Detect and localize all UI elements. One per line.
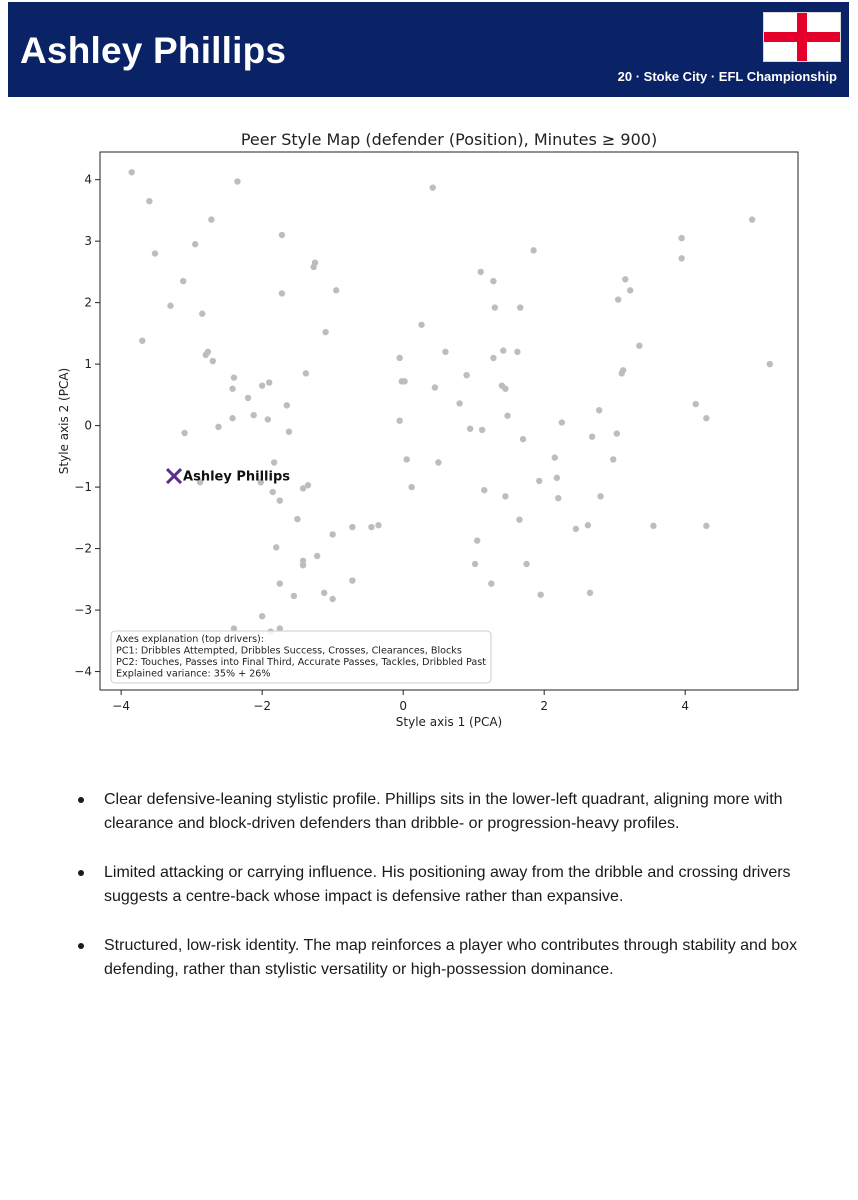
scatter-point — [474, 537, 480, 543]
scatter-point — [277, 497, 283, 503]
scatter-point — [215, 424, 221, 430]
scatter-point — [492, 304, 498, 310]
scatter-point — [435, 459, 441, 465]
highlighted-player — [167, 469, 290, 485]
scatter-point — [500, 347, 506, 353]
scatter-point — [418, 322, 424, 328]
scatter-point — [478, 269, 484, 275]
x-tick-label: −4 — [112, 699, 131, 713]
scatter-point — [749, 216, 755, 222]
x-tick-label: 4 — [681, 699, 690, 713]
scatter-point — [767, 361, 773, 367]
scatter-point — [650, 523, 656, 529]
scatter-point — [554, 475, 560, 481]
bullet-item: Structured, low-risk identity. The map reinforces a player who contributes through stability and box defending, rather than stylistic versatility or high-possession dominance. — [76, 934, 816, 982]
scatter-point — [349, 577, 355, 583]
scatter-point — [208, 216, 214, 222]
bullet-item: Limited attacking or carrying influence. His positioning away from the dribble and crossing drivers suggests a centre-back whose impact is defensive rather than expansive. — [76, 861, 816, 909]
scatter-point — [300, 562, 306, 568]
scatter-point — [430, 184, 436, 190]
y-tick-label: 1 — [84, 357, 92, 372]
scatter-point — [329, 596, 335, 602]
scatter-point — [552, 454, 558, 460]
plot-frame — [100, 152, 798, 690]
y-tick-label: 0 — [84, 418, 92, 433]
scatter-point — [146, 198, 152, 204]
scatter-point — [321, 590, 327, 596]
axes-explanation-box — [111, 631, 491, 683]
scatter-point — [375, 522, 381, 528]
x-tick-label: 0 — [399, 699, 407, 713]
scatter-point — [329, 531, 335, 537]
scatter-point — [279, 232, 285, 238]
scatter-point — [463, 372, 469, 378]
scatter-point — [279, 290, 285, 296]
annotation-line: PC2: Touches, Passes into Final Third, Accurate Passes, Tackles, Dribbled Past — [116, 657, 487, 668]
scatter-point — [678, 255, 684, 261]
scatter-point — [286, 429, 292, 435]
scatter-point — [502, 386, 508, 392]
scatter-point — [622, 276, 628, 282]
scatter-point — [259, 382, 265, 388]
scatter-point — [273, 544, 279, 550]
scatter-point — [456, 400, 462, 406]
scatter-point — [265, 416, 271, 422]
scatter-point — [520, 436, 526, 442]
highlight-marker — [167, 469, 181, 483]
x-axis-label: Style axis 1 (PCA) — [395, 715, 503, 729]
scatter-point — [536, 478, 542, 484]
scatter-point — [432, 384, 438, 390]
scatter-point — [181, 430, 187, 436]
scatter-points — [129, 169, 773, 635]
scatter-point — [585, 522, 591, 528]
y-tick-label: −2 — [74, 541, 92, 556]
scatter-point — [703, 415, 709, 421]
scatter-point — [229, 386, 235, 392]
scatter-point — [408, 484, 414, 490]
scatter-point — [614, 430, 620, 436]
scatter-point — [620, 367, 626, 373]
annotation-line: Explained variance: 35% + 26% — [116, 668, 271, 680]
scatter-point — [472, 561, 478, 567]
y-axis-label: Style axis 2 (PCA) — [57, 367, 71, 475]
scatter-point — [167, 303, 173, 309]
scatter-point — [467, 425, 473, 431]
scatter-point — [294, 516, 300, 522]
scatter-point — [322, 329, 328, 335]
scatter-point — [277, 580, 283, 586]
bullet-item: Clear defensive-leaning stylistic profile. Phillips sits in the lower-left quadrant, aligning more with clearance and block-driven defenders than dribble- or progression-heavy profiles. — [76, 788, 816, 836]
scatter-point — [271, 459, 277, 465]
scatter-point — [587, 590, 593, 596]
scatter-point — [514, 349, 520, 355]
scatter-chart — [0, 110, 858, 750]
scatter-point — [205, 349, 211, 355]
scatter-point — [537, 591, 543, 597]
scatter-point — [234, 178, 240, 184]
scatter-point — [615, 296, 621, 302]
scatter-point — [284, 402, 290, 408]
scatter-point — [229, 415, 235, 421]
england-flag-icon — [763, 12, 841, 62]
y-tick-label: 4 — [84, 172, 92, 187]
analysis-bullets — [76, 788, 816, 1007]
y-tick-label: −1 — [74, 480, 92, 495]
x-tick-label: 2 — [540, 699, 549, 713]
player-name: Ashley Phillips — [20, 30, 287, 71]
scatter-point — [396, 417, 402, 423]
scatter-point — [678, 235, 684, 241]
player-header — [8, 2, 849, 97]
scatter-point — [627, 287, 633, 293]
scatter-point — [516, 516, 522, 522]
scatter-point — [610, 456, 616, 462]
peer-style-map — [0, 110, 858, 750]
scatter-point — [310, 264, 316, 270]
scatter-point — [442, 349, 448, 355]
scatter-point — [703, 523, 709, 529]
scatter-point — [259, 613, 265, 619]
scatter-point — [368, 524, 374, 530]
scatter-point — [481, 487, 487, 493]
scatter-point — [502, 493, 508, 499]
scatter-point — [305, 482, 311, 488]
y-tick-label: −4 — [74, 664, 92, 679]
scatter-point — [589, 433, 595, 439]
scatter-point — [192, 241, 198, 247]
scatter-point — [479, 427, 485, 433]
scatter-point — [333, 287, 339, 293]
scatter-point — [636, 342, 642, 348]
scatter-point — [245, 395, 251, 401]
scatter-point — [139, 338, 145, 344]
annotation-line: PC1: Dribbles Attempted, Dribbles Success, Crosses, Clearances, Blocks — [116, 645, 462, 657]
scatter-point — [490, 278, 496, 284]
y-tick-label: −3 — [74, 603, 92, 618]
scatter-point — [490, 355, 496, 361]
scatter-point — [555, 495, 561, 501]
y-tick-label: 2 — [84, 295, 92, 310]
x-tick-label: −2 — [253, 699, 272, 713]
scatter-point — [596, 407, 602, 413]
scatter-point — [559, 419, 565, 425]
scatter-point — [199, 311, 205, 317]
scatter-point — [523, 561, 529, 567]
highlight-label: Ashley Phillips — [183, 469, 291, 485]
scatter-point — [303, 370, 309, 376]
scatter-point — [597, 493, 603, 499]
scatter-point — [517, 304, 523, 310]
scatter-point — [270, 489, 276, 495]
chart-title: Peer Style Map (defender (Position), Minutes ≥ 900) — [240, 130, 658, 149]
scatter-point — [251, 412, 257, 418]
scatter-point — [210, 358, 216, 364]
scatter-point — [488, 580, 494, 586]
scatter-point — [152, 250, 158, 256]
scatter-point — [180, 278, 186, 284]
scatter-point — [266, 379, 272, 385]
scatter-point — [291, 593, 297, 599]
scatter-point — [129, 169, 135, 175]
annotation-line: Axes explanation (top drivers): — [116, 634, 265, 645]
flag-cross-vertical — [797, 13, 807, 61]
scatter-point — [530, 247, 536, 253]
y-tick-label: 3 — [84, 234, 92, 249]
scatter-point — [314, 553, 320, 559]
scatter-point — [349, 524, 355, 530]
scatter-point — [573, 526, 579, 532]
scatter-point — [231, 374, 237, 380]
scatter-point — [401, 378, 407, 384]
scatter-point — [693, 401, 699, 407]
scatter-point — [504, 413, 510, 419]
scatter-point — [403, 456, 409, 462]
scatter-point — [396, 355, 402, 361]
player-subtitle: 20 · Stoke City · EFL Championship — [617, 69, 837, 84]
